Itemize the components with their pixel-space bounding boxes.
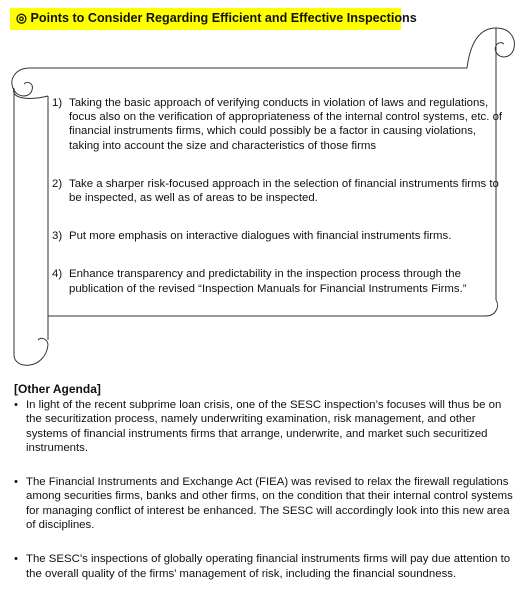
point-text: Put more emphasis on interactive dialogues with financial instruments firms. xyxy=(69,230,452,243)
point-number: 4) xyxy=(52,268,63,281)
list-item-text: The SESC’s inspections of globally operating financial instruments firms will pay due attention to the overall quality of the firms’ management of risk, including the financial soundness. xyxy=(26,553,511,580)
list-item xyxy=(14,475,514,532)
point-text: Take a sharper risk-focused approach in the selection of financial instruments firms to be inspected, as well as of areas to be inspected. xyxy=(69,177,499,205)
list-item xyxy=(14,552,514,581)
list-item xyxy=(14,398,514,455)
points-list xyxy=(52,96,507,296)
bullet-icon: • xyxy=(14,476,18,489)
point-text: Enhance transparency and predictability in the inspection process through the publication of the revised “Inspection Manuals for Financial Instruments Firms.” xyxy=(69,268,467,295)
bullet-icon: • xyxy=(14,399,18,411)
point-item xyxy=(52,96,507,153)
point-text: Taking the basic approach of verifying conducts in violation of laws and regulations, focus also on the verification of appropriateness of the internal control systems, etc. of financial instruments firms, which could possibly be a factor in causing violations, taking into account the size and characteristics of those firms xyxy=(69,97,503,152)
section-title: ◎ Points to Consider Regarding Efficient and Effective Inspections xyxy=(10,8,401,30)
point-number: 1) xyxy=(52,97,63,109)
list-item-text: The Financial Instruments and Exchange Act (FIEA) was revised to relax the firewall regulations among securities firms, banks and other firms, on the condition that their internal control systems for managing conflict of interest be enhanced. The SESC will accordingly look into this new area of disciplines. xyxy=(26,476,513,532)
point-item xyxy=(52,177,507,205)
other-agenda-list xyxy=(14,398,514,581)
list-item-text: In light of the recent subprime loan crisis, one of the SESC inspection’s focuses will thus be on the securitization process, namely underwriting examination, risk management, and other systems of financial instruments firms that arrange, underwrite, and market such securitized instruments. xyxy=(26,399,502,454)
bullet-icon: • xyxy=(14,553,18,566)
point-number: 3) xyxy=(52,230,63,243)
other-agenda-title: [Other Agenda] xyxy=(14,382,101,396)
point-number: 2) xyxy=(52,177,63,190)
point-item xyxy=(52,229,507,243)
point-item xyxy=(52,267,507,295)
